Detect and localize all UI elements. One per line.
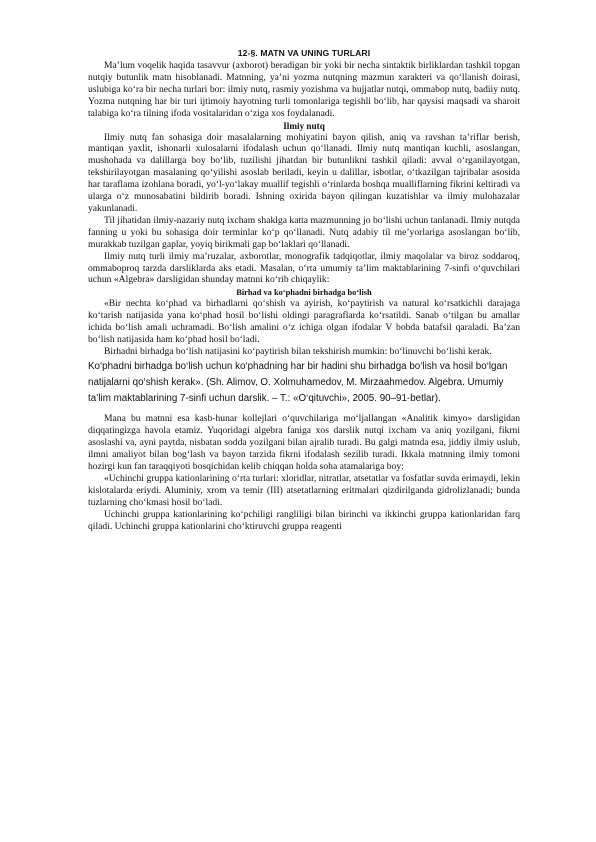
- paragraph-chemistry-2: Uchinchi gruppa kationlarining ko‘pchiligi rangliligi bilan birinchi va ikkinchi gruppa kationlaridan farq qiladi. Uchinchi gruppa kationlarini cho‘ktiruvchi gruppa reagenti: [88, 508, 520, 532]
- paragraph-example-1: «Bir nechta ko‘phad va birhadlarni qo‘shish va ayirish, ko‘paytirish va natural ko‘rsatkichli darajaga ko‘tarish natijasida yana ko‘phad hosil bo‘lishi oldingi paragraflarda ko‘rsatildi. Sanab o‘tilgan bu amallar ichida bo‘lish amali uchramadi. Bo‘lish amalini o‘z ichiga olgan ifodalar V bobda batafsil qaraladi. Ba’zan bo‘lish natijasida ham ko‘phad hosil bo‘ladi.: [88, 298, 520, 346]
- subheading-ilmiy-nutq: Ilmiy nutq: [283, 120, 325, 131]
- paragraph-scientific-speech: Ilmiy nutq fan sohasiga doir masalalarning mohiyatini bayon qilish, aniq va ravshan ta’riflar berish, mantiqan yaxlit, ishonarli xulosalarni ifodalash uchun qo‘llanadi. Ilmiy nutq mantiqan kuchli, asoslangan, mushohada va dalillarga boy bo‘lib, tuzilishi jihatdan bir butunlikni tashkil qiladi: avval o‘rganilayotgan, tekshirilayotgan masalaning qo‘yilishi asoslab beriladi, keyin u dalillar, isbotlar, o‘tkazilgan tajribalar asosida har taraflama izohlana boradi, yo‘l-yo‘lakay muallif tegishli o‘rinlarda boshqa mualliflarning fikrini keltiradi va ularga o‘z munosabatini bildirib boradi. Ishning oxirida bayon qilingan kuzatishlar va ilmiy mulohazalar yakunlanadi.: [88, 131, 520, 214]
- section-title: 12-§. MATN VA UNING TURLARI: [237, 48, 371, 58]
- paragraph-language: Til jihatidan ilmiy-nazariy nutq ixcham shaklga katta mazmunning jo bo‘lishi uchun tanlanadi. Ilmiy nutqda fanning u yoki bu sohasiga doir terminlar ko‘p qo‘llanadi. Nutq adabiy til me’yorlariga asoslangan bo‘lib, murakkab tuzilgan gaplar, yoyiq birikmali gap bo‘laklari qo‘llanadi.: [88, 214, 520, 250]
- paragraph-chemistry-intro: Mana bu matnni esa kasb-hunar kollejlari o‘quvchilariga mo‘ljallangan «Analitik kimyo» darsligidan diqqatingizga havola etamiz. Yuqoridagi algebra faniga xos darslik nutqi ixcham va aniq yozilgani, fikrni asoslashi va, ayni paytda, nisbatan sodda yozilgani bilan ajralib turadi. Bu galgi matnda esa, jiddiy ilmiy uslub, ilmni amaliyot bilan bog‘lash va bayon tarzida fikrni ifodalash sezilib turadi. Ikkala matnning ilmiy tomoni hozirgi kun fan taraqqiyoti bosqichidan kelib chiqqan holda soha atamalariga boy:: [88, 413, 520, 473]
- paragraph-chemistry-1: «Uchinchi gruppa kationlarining o‘rta turlari: xloridlar, nitratlar, atsetatlar va fosfatlar suvda erimaydi, lekin kislotalarda eriydi. Aluminiy, xrom va temir (III) atsetatlarning eritmalari qizdirilganda gidrolizlanadi; bunda tuzlarning cho‘kmasi hosil bo‘ladi.: [88, 472, 520, 508]
- paragraph-intro: Ma’lum voqelik haqida tasavvur (axborot) beradigan bir yoki bir necha sintaktik birliklardan tashkil topgan nutqiy butunlik matn hisoblanadi. Matnning, ya’ni yozma nutqning mazmun xarakteri va qo‘llanish doirasi, uslubiga ko‘ra bir necha turlari bor: ilmiy nutq, rasmiy yozishma va hujjatlar nutqi, ommabop nutq, badiiy nutq. Yozma nutqning har bir turi ijtimoiy hayotning turli tomonlariga tegishli bo‘lib, har qaysisi maqsadi va sharoit talabiga ko‘ra tilning ifoda vositalaridan o‘ziga xos foydalanadi.: [88, 60, 520, 119]
- paragraph-example-2: Birhadni birhadga bo‘lish natijasini ko‘paytirish bilan tekshirish mumkin: bo‘linuvchi bo‘lishi kerak.: [104, 345, 492, 357]
- paragraph-quote-source: Ko‘phadni birhadga bo‘lish uchun ko‘phadning har bir hadini shu birhadga bo‘lish va hosil bo‘lgan natijalarni qo‘shish kerak». (Sh. Alimov, O. Xolmuhamedov, M. Mirzaahmedov. Algebra. Umumiy ta’lim maktablarining 7-sinfi uchun darslik. – T.: «O‘qituvchi», 2005. 90–91-betlar).: [88, 360, 508, 405]
- example-heading: Birhad va ko‘phadni birhadga bo‘lish: [236, 288, 372, 298]
- document-body: [88, 48, 520, 533]
- paragraph-genres: Ilmiy nutq turli ilmiy ma’ruzalar, axborotlar, monografik tadqiqotlar, ilmiy maqolalar va biroz soddaroq, ommaboproq tarzda darsliklarda aks etadi. Masalan, o‘rta umumiy ta’lim maktablarining 7-sinfi o‘quvchilari uchun «Algebra» darsligidan shunday matnni ko‘rib chiqaylik:: [88, 250, 520, 286]
